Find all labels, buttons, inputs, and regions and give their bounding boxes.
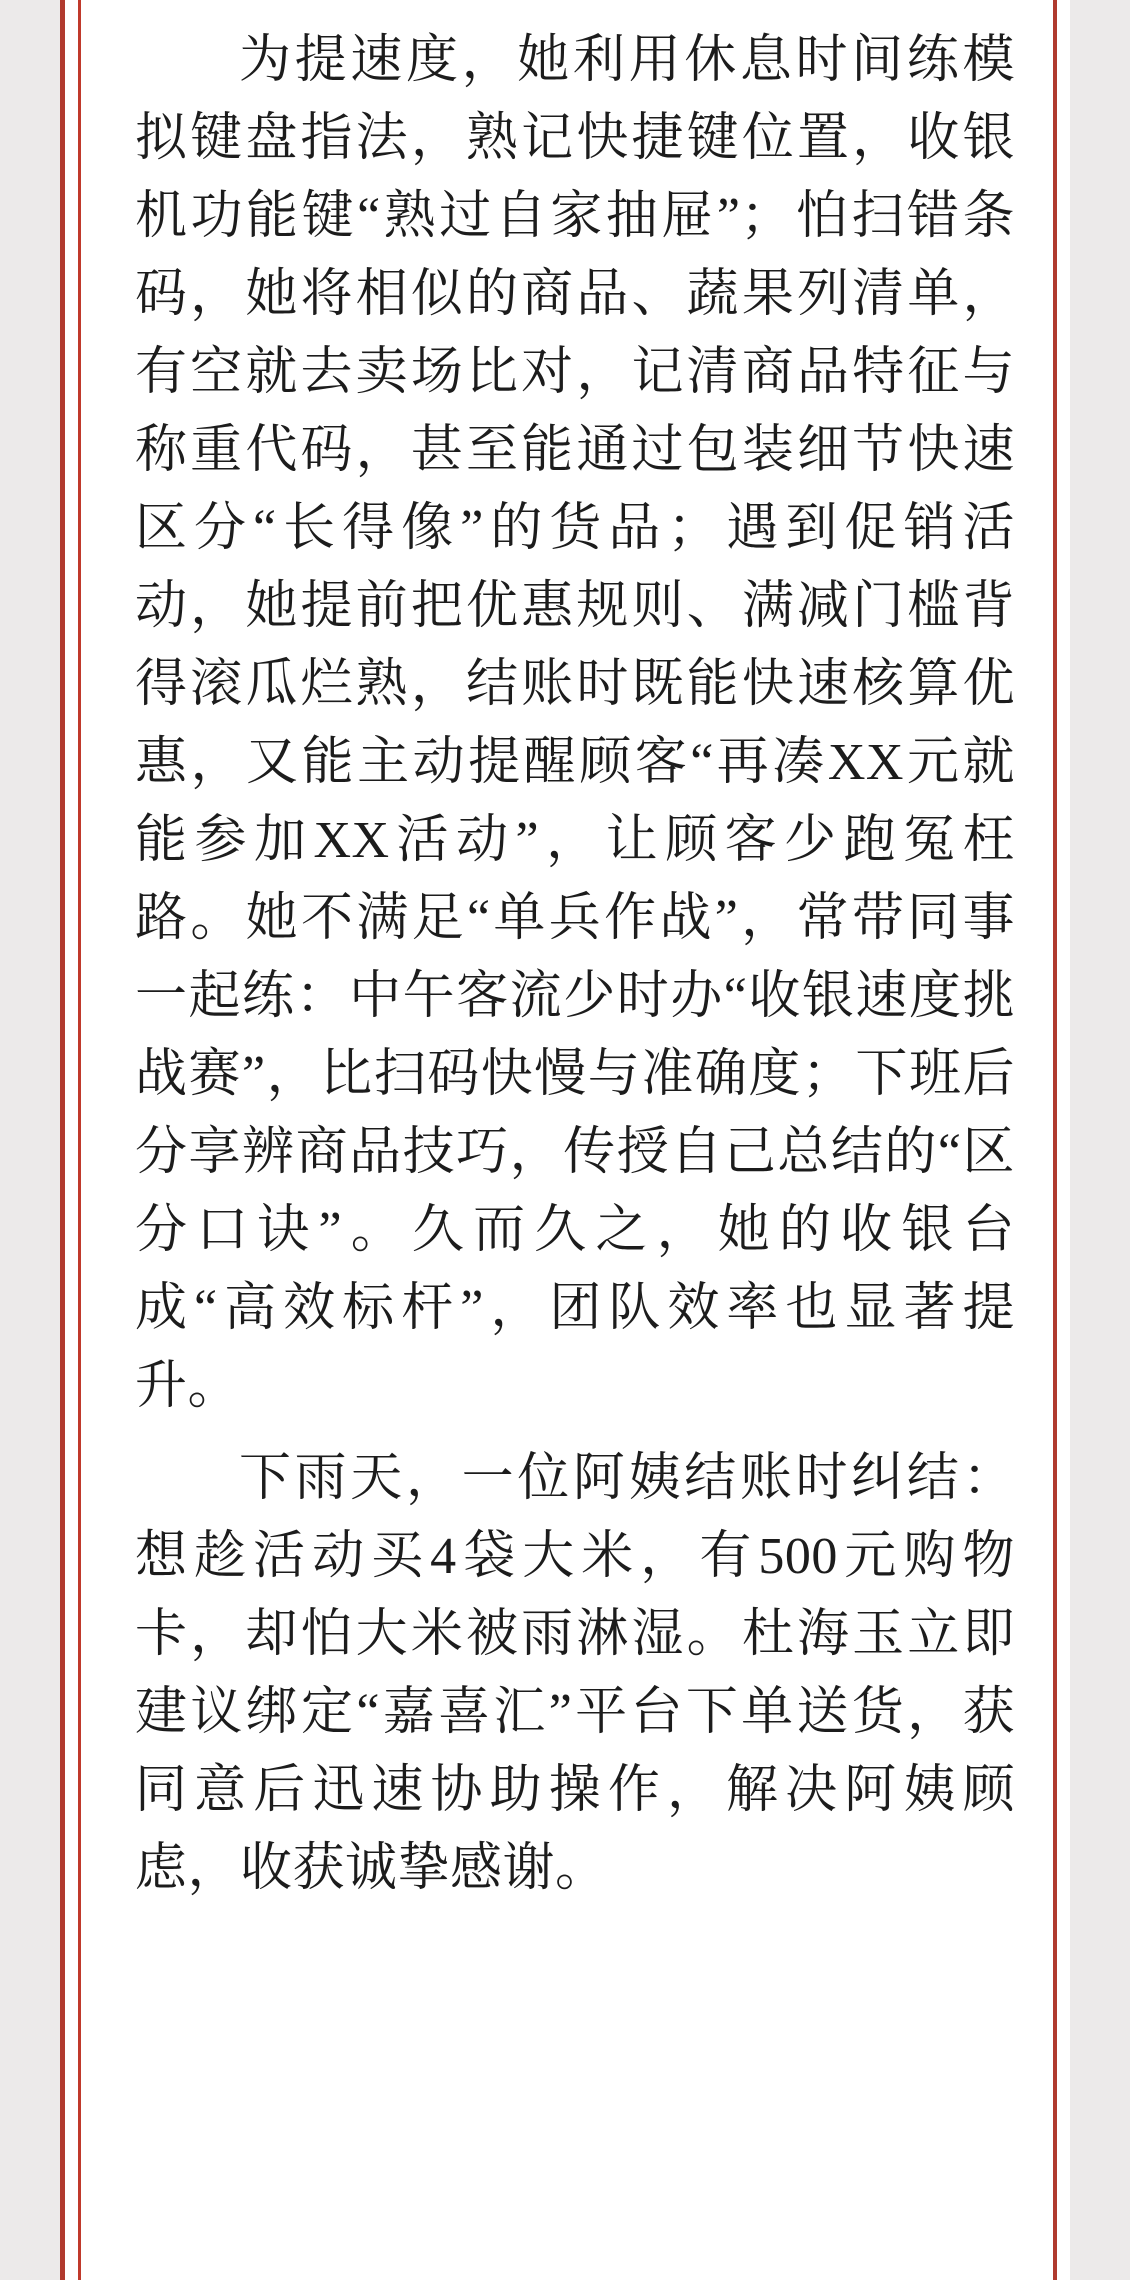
left-outer-rule [60, 0, 65, 2280]
article-body [135, 22, 1015, 1922]
right-edge-rule [1053, 0, 1057, 2280]
left-inner-rule [78, 0, 81, 2280]
paragraph-1: 为提速度，她利用休息时间练模拟键盘指法，熟记快捷键位置，收银机功能键“熟过自家抽屉”；怕扫错条码，她将相似的商品、蔬果列清单，有空就去卖场比对，记清商品特征与称重代码，甚至能通过包装细节快速区分“长得像”的货品；遇到促销活动，她提前把优惠规则、满减门槛背得滚瓜烂熟，结账时既能快速核算优惠，又能主动提醒顾客“再凑XX元就能参加XX活动”，让顾客少跑冤枉路。她不满足“单兵作战”，常带同事一起练：中午客流少时办“收银速度挑战赛”，比扫码快慢与准确度；下班后分享辨商品技巧，传授自己总结的“区分口诀”。久而久之，她的收银台成“高效标杆”，团队效率也显著提升。 [135, 32, 1015, 1415]
paragraph-2: 下雨天，一位阿姨结账时纠结：想趁活动买4袋大米，有500元购物卡，却怕大米被雨淋湿。杜海玉立即建议绑定“嘉喜汇”平台下单送货，获同意后迅速协助操作，解决阿姨顾虑，收获诚挚感谢。 [135, 1450, 1015, 1897]
